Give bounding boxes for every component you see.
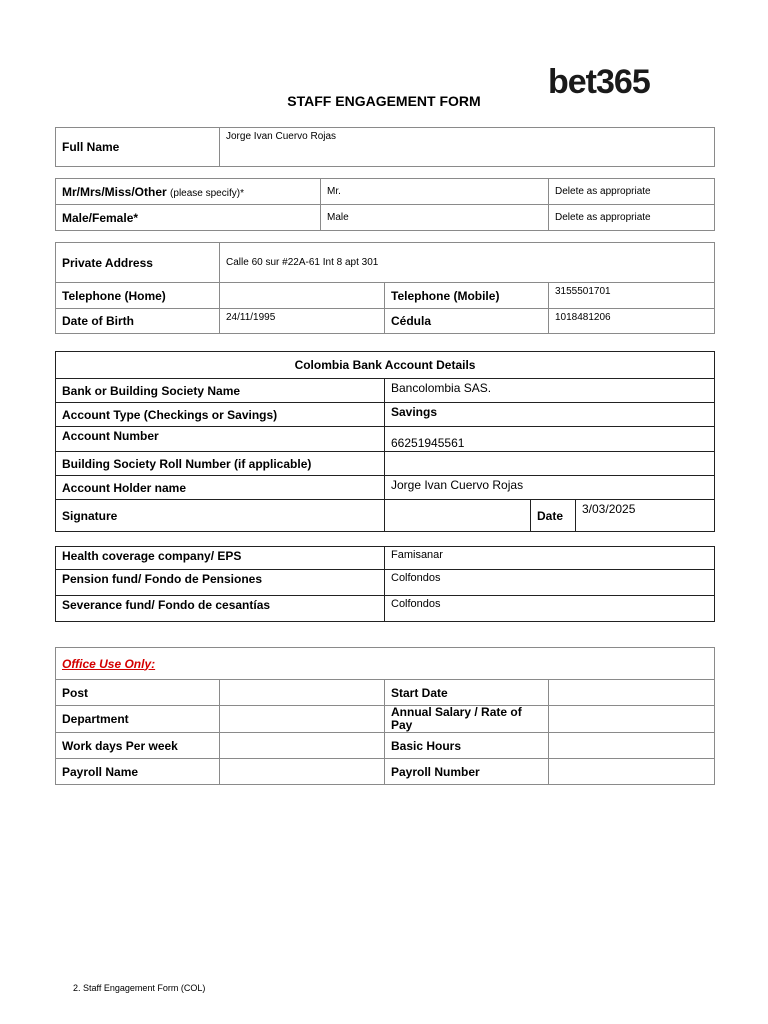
eps-label: Health coverage company/ EPS — [56, 547, 385, 570]
basic-hours-field[interactable] — [549, 733, 715, 759]
workdays-field[interactable] — [220, 733, 385, 759]
salutation-hint: (please specify)* — [170, 187, 244, 199]
bank-table — [55, 351, 715, 532]
post-label: Post — [56, 680, 220, 706]
funds-table — [55, 546, 715, 622]
account-number-label: Account Number — [56, 427, 385, 452]
severance-label: Severance fund/ Fondo de cesantías — [56, 596, 385, 622]
account-type-field[interactable]: Savings — [385, 403, 715, 427]
holder-name-field[interactable]: Jorge Ivan Cuervo Rojas — [385, 476, 715, 500]
basic-hours-label: Basic Hours — [385, 733, 549, 759]
department-label: Department — [56, 706, 220, 733]
tel-mobile-label: Telephone (Mobile) — [385, 283, 549, 309]
eps-field[interactable]: Famisanar — [385, 547, 715, 570]
cedula-field[interactable]: 1018481206 — [549, 309, 715, 334]
signature-label: Signature — [56, 500, 385, 532]
address-table — [55, 242, 715, 334]
form-title: STAFF ENGAGEMENT FORM — [287, 93, 481, 109]
salutation-note: Delete as appropriate — [549, 179, 715, 205]
start-date-label: Start Date — [385, 680, 549, 706]
pension-field[interactable]: Colfondos — [385, 570, 715, 596]
salutation-label: Mr/Mrs/Miss/Other (please specify)* — [56, 179, 321, 205]
post-field[interactable] — [220, 680, 385, 706]
page-footer: 2. Staff Engagement Form (COL) — [73, 983, 206, 993]
holder-name-label: Account Holder name — [56, 476, 385, 500]
address-field[interactable]: Calle 60 sur #22A-61 Int 8 apt 301 — [220, 243, 715, 283]
office-heading: Office Use Only: — [56, 648, 715, 680]
roll-number-label: Building Society Roll Number (if applicable) — [56, 452, 385, 476]
address-label: Private Address — [56, 243, 220, 283]
date-label: Date — [531, 500, 576, 532]
account-number-field[interactable]: 66251945561 — [385, 427, 715, 452]
gender-label: Male/Female* — [56, 205, 321, 231]
bank-name-label: Bank or Building Society Name — [56, 379, 385, 403]
severance-field[interactable]: Colfondos — [385, 596, 715, 622]
payroll-number-label: Payroll Number — [385, 759, 549, 785]
full-name-label: Full Name — [56, 128, 220, 167]
dob-label: Date of Birth — [56, 309, 220, 334]
full-name-table — [55, 127, 715, 167]
bank-name-field[interactable]: Bancolombia SAS. — [385, 379, 715, 403]
date-field[interactable]: 3/03/2025 — [576, 500, 715, 532]
gender-note: Delete as appropriate — [549, 205, 715, 231]
signature-field[interactable] — [385, 500, 531, 532]
cedula-label: Cédula — [385, 309, 549, 334]
payroll-name-field[interactable] — [220, 759, 385, 785]
bet365-logo: bet365 — [548, 63, 650, 101]
payroll-name-label: Payroll Name — [56, 759, 220, 785]
salutation-field[interactable]: Mr. — [321, 179, 549, 205]
salary-label: Annual Salary / Rate of Pay — [385, 706, 549, 733]
payroll-number-field[interactable] — [549, 759, 715, 785]
account-type-label: Account Type (Checkings or Savings) — [56, 403, 385, 427]
tel-home-label: Telephone (Home) — [56, 283, 220, 309]
workdays-label: Work days Per week — [56, 733, 220, 759]
salary-field[interactable] — [549, 706, 715, 733]
roll-number-field[interactable] — [385, 452, 715, 476]
start-date-field[interactable] — [549, 680, 715, 706]
gender-field[interactable]: Male — [321, 205, 549, 231]
personal-table — [55, 178, 715, 231]
full-name-field[interactable]: Jorge Ivan Cuervo Rojas — [220, 128, 715, 167]
dob-field[interactable]: 24/11/1995 — [220, 309, 385, 334]
department-field[interactable] — [220, 706, 385, 733]
office-table — [55, 647, 715, 785]
bank-heading: Colombia Bank Account Details — [56, 352, 715, 379]
pension-label: Pension fund/ Fondo de Pensiones — [56, 570, 385, 596]
tel-mobile-field[interactable]: 3155501701 — [549, 283, 715, 309]
tel-home-field[interactable] — [220, 283, 385, 309]
